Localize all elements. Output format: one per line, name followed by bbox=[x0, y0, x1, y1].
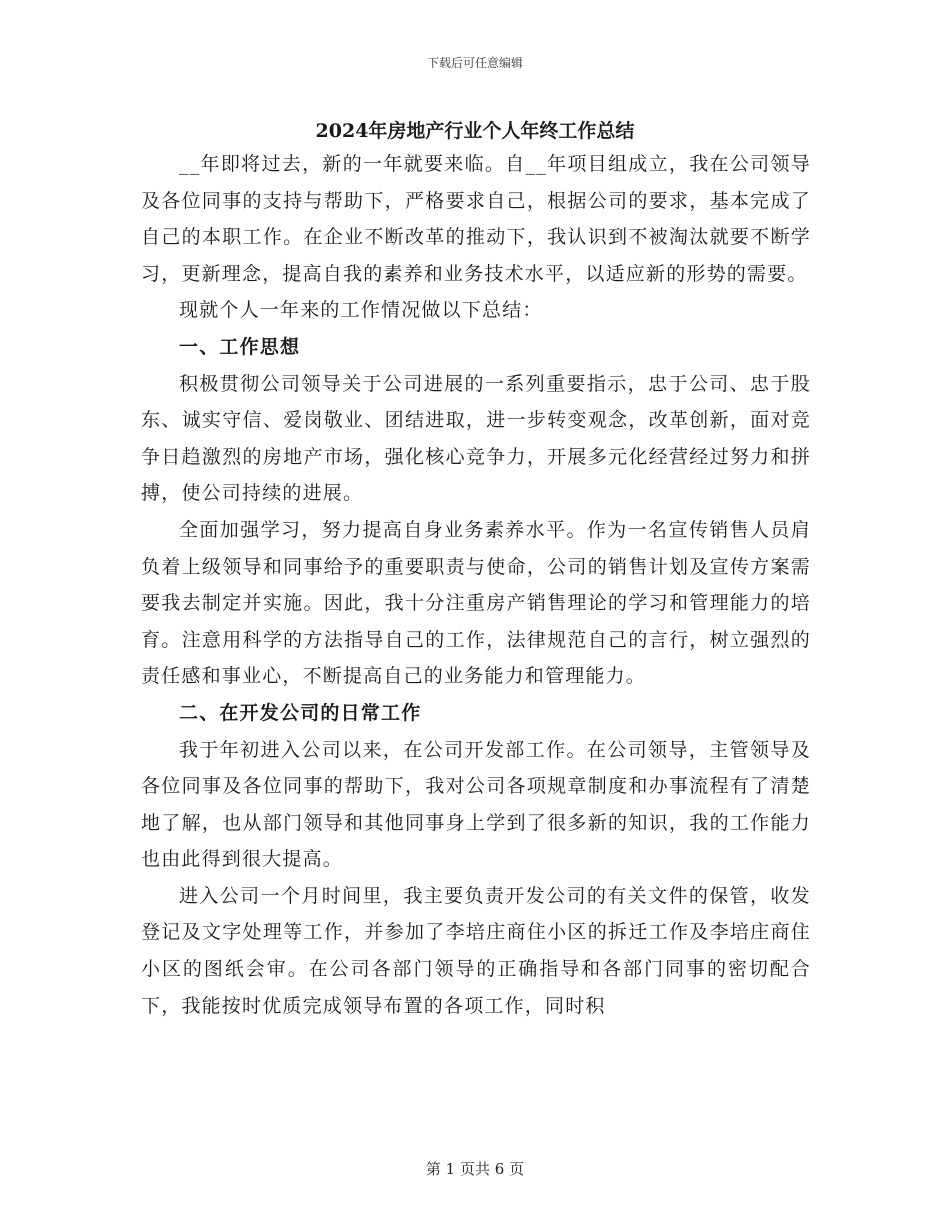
section-heading-work-thought: 一、工作思想 bbox=[179, 335, 301, 358]
section2-paragraph: 我于年初进入公司以来，在公司开发部工作。在公司领导，主管领导及各位同事及各位同事的帮助下，我对公司各项规章制度和办事流程有了清楚地了解，也从部门领导和其他同事身上学到了很多新的知识，我的工作能力也由此得到很大提高。 bbox=[141, 738, 811, 871]
section2-paragraph: 进入公司一个月时间里，我主要负责开发公司的有关文件的保管，收发登记及文字处理等工作，并参加了李培庄商住小区的拆迁工作及李培庄商住小区的图纸会审。在公司各部门领导的正确指导和各部门同事的密切配合下，我能按时优质完成领导布置的各项工作，同时积 bbox=[141, 884, 811, 1017]
section1-paragraph: 全面加强学习，努力提高自身业务素养水平。作为一名宣传销售人员肩负着上级领导和同事给予的重要职责与使命，公司的销售计划及宣传方案需要我去制定并实施。因此，我十分注重房产销售理论的学习和管理能力的培育。注意用科学的方法指导自己的工作，法律规范自己的言行，树立强烈的责任感和事业心，不断提高自己的业务能力和管理能力。 bbox=[141, 518, 811, 688]
section-heading-daily-work: 二、在开发公司的日常工作 bbox=[179, 701, 422, 724]
page-header-note: 下载后可任意编辑 bbox=[426, 56, 523, 70]
document-body bbox=[141, 146, 811, 1024]
section1-paragraph: 积极贯彻公司领导关于公司进展的一系列重要指示，忠于公司、忠于股东、诚实守信、爱岗敬业、团结进取，进一步转变观念，改革创新，面对竞争日趋激烈的房地产市场，强化核心竞争力，开展多元化经营经过努力和拼搏，使公司持续的进展。 bbox=[141, 372, 811, 505]
document-title: 2024年房地产行业个人年终工作总结 bbox=[315, 120, 635, 142]
intro-paragraph: __年即将过去，新的一年就要来临。自__年项目组成立，我在公司领导及各位同事的支持与帮助下，严格要求自己，根据公司的要求，基本完成了自己的本职工作。在企业不断改革的推动下，我认识到不被淘汰就要不断学习，更新理念，提高自我的素养和业务技术水平，以适应新的形势的需要。 bbox=[141, 153, 811, 285]
page-footer-number: 第 1 页共 6 页 bbox=[425, 1160, 525, 1178]
intro-summary-line: 现就个人一年来的工作情况做以下总结： bbox=[179, 299, 543, 322]
